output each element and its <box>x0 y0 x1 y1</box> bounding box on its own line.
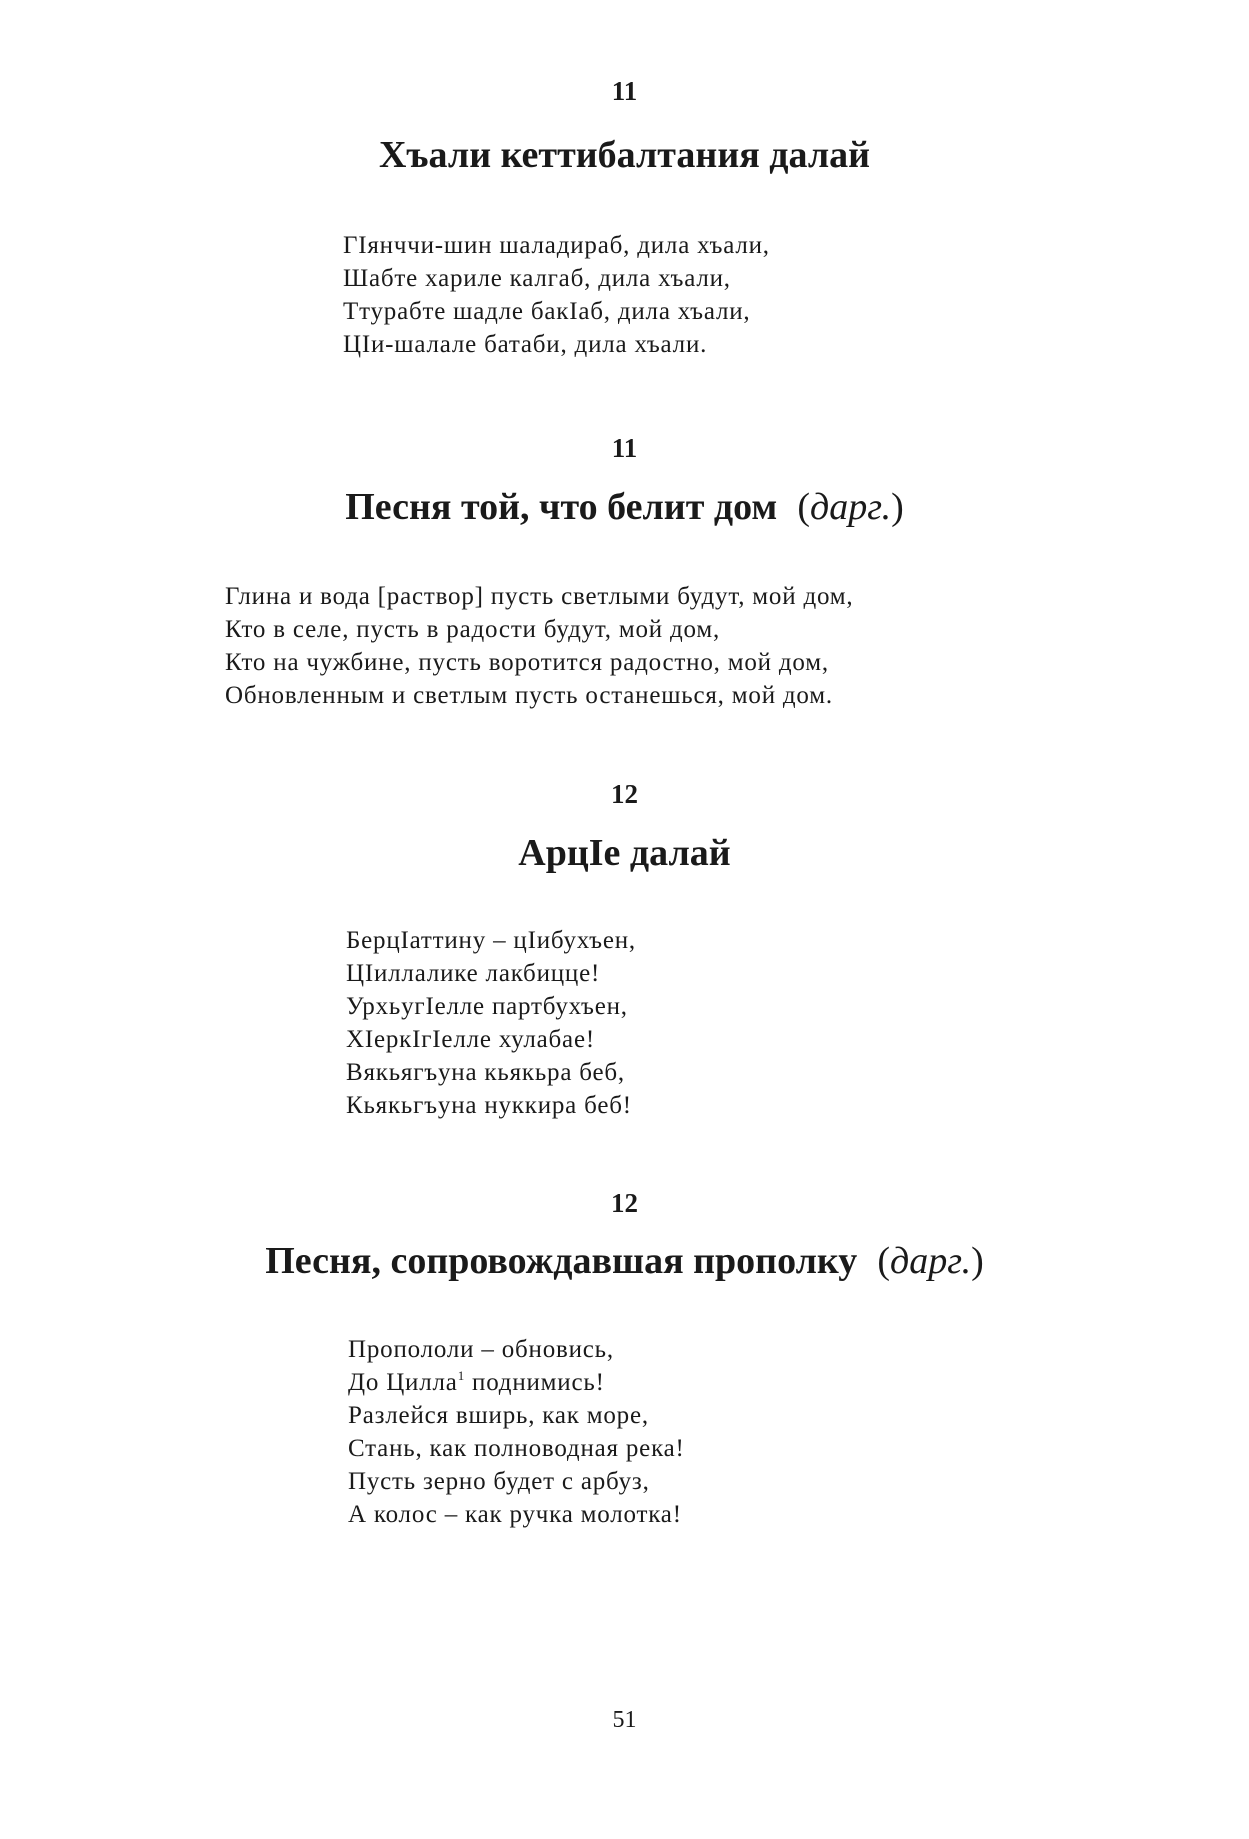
song-number: 12 <box>611 779 638 809</box>
verse-line <box>348 1366 685 1399</box>
song-title-text: Песня той, что белит дом <box>345 486 778 528</box>
verse-line: Разлейся вширь, как море, <box>348 1402 649 1429</box>
dialect-note <box>797 486 903 528</box>
verse-line: ЦІи-шалале батаби, дила хъали. <box>343 331 708 358</box>
verse-line: ГІянччи-шин шаладираб, дила хъали, <box>343 232 770 259</box>
song-title-text: Хъали кеттибалтания далай <box>378 134 871 176</box>
song-number: 11 <box>611 76 638 106</box>
verse-line: Пропололи – обновись, <box>348 1336 614 1363</box>
song-title <box>0 136 1249 174</box>
verse-line-part: До Цилла <box>348 1369 458 1396</box>
verse-line: УрхьугІелле партбухъен, <box>346 993 628 1020</box>
dialect-note-text: дарг. <box>890 1240 972 1282</box>
verse-line: Пусть зерно будет с арбуз, <box>348 1468 650 1495</box>
song-stanza <box>346 924 636 1122</box>
verse-line: Шабте хариле калгаб, дила хъали, <box>343 265 731 292</box>
page-number: 51 <box>612 1707 637 1733</box>
verse-line: Обновленным и светлым пусть останешься, мой дом. <box>225 682 833 709</box>
song-title <box>0 834 1249 872</box>
song-title-text: Песня, сопровождавшая прополку <box>265 1240 858 1282</box>
verse-line: БерцІаттину – цІибухъен, <box>346 927 636 954</box>
dialect-note-close: ) <box>891 486 904 528</box>
verse-line: Стань, как полноводная река! <box>348 1435 685 1462</box>
verse-line: Кьякьгъуна нуккира беб! <box>346 1092 632 1119</box>
song-number: 12 <box>611 1188 638 1218</box>
verse-line: ХІеркІгІелле хулабае! <box>346 1026 595 1053</box>
dialect-note-open: ( <box>797 486 811 528</box>
verse-line: Вякьягъуна кьякьра беб, <box>346 1059 625 1086</box>
dialect-note-close: ) <box>971 1240 984 1282</box>
song-title-text: АрцІе далай <box>518 832 731 874</box>
song-number: 11 <box>611 433 638 463</box>
verse-line: Ттурабте шадле бакІаб, дила хъали, <box>343 298 751 325</box>
song-stanza <box>343 229 770 361</box>
footnote-marker: 1 <box>457 1368 465 1383</box>
dialect-note <box>877 1240 983 1282</box>
verse-line: Кто на чужбине, пусть воротится радостно, мой дом, <box>225 649 829 676</box>
dialect-note-text: дарг. <box>810 486 892 528</box>
song-stanza <box>348 1333 685 1531</box>
verse-line: Глина и вода [раствор] пусть светлыми будут, мой дом, <box>225 583 854 610</box>
verse-line: Кто в селе, пусть в радости будут, мой дом, <box>225 616 721 643</box>
song-stanza <box>225 580 853 712</box>
verse-line: ЦІиллалике лакбицце! <box>346 960 601 987</box>
song-title <box>0 1242 1249 1280</box>
dialect-note-open: ( <box>877 1240 891 1282</box>
song-title <box>0 488 1249 526</box>
verse-line-part: поднимись! <box>465 1369 605 1396</box>
verse-line: А колос – как ручка молотка! <box>348 1501 682 1528</box>
